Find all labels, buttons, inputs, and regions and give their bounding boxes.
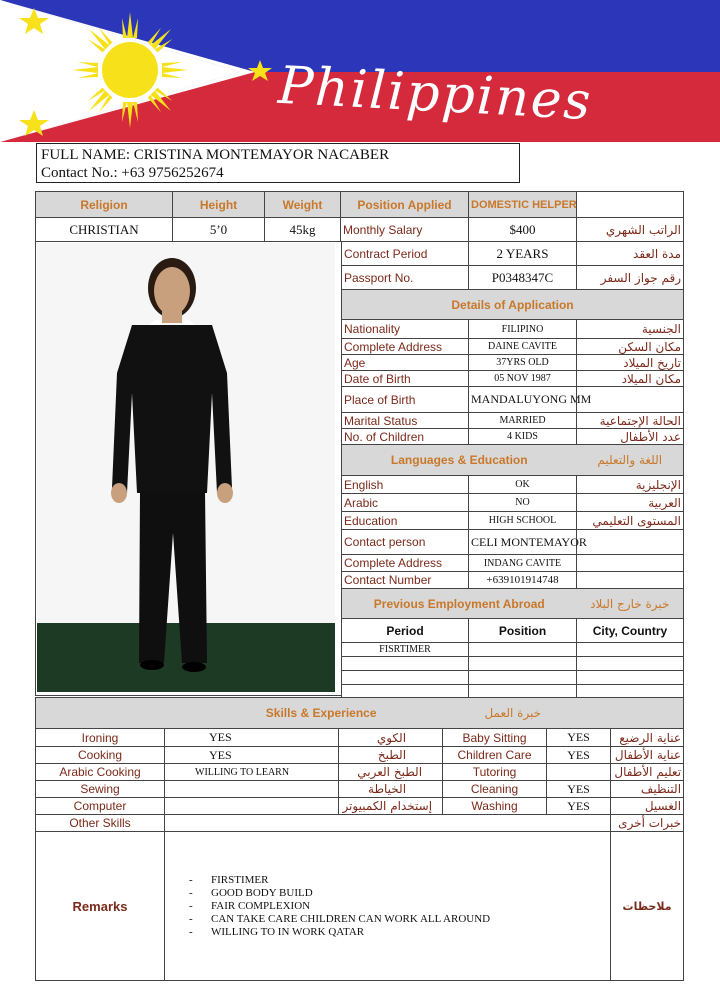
contact-person-ar <box>577 530 684 555</box>
address-label: Complete Address <box>342 339 469 355</box>
contract-period-label: Contract Period <box>342 242 469 266</box>
empty-row-cell <box>469 685 577 698</box>
passport-value: P0348347C <box>469 266 577 290</box>
children-ar: عدد الأطفال <box>577 429 684 445</box>
remark-item: - WILLING TO IN WORK QATAR <box>189 926 608 939</box>
banner-country-text: Philippines <box>276 55 594 133</box>
skill-sewing-value <box>165 781 339 798</box>
address-ar: مكان السكن <box>577 339 684 355</box>
height-value: 5’0 <box>173 218 265 242</box>
skill-washing-ar: الغسيل <box>611 798 684 815</box>
position-applied-header: Position Applied <box>341 192 469 218</box>
skill-arabic-cooking-ar: الطبخ العربي <box>339 764 443 781</box>
skill-ironing-value: YES <box>165 729 339 747</box>
employment-period: FISRTIMER <box>342 643 469 657</box>
dob-value: 05 NOV 1987 <box>469 371 577 387</box>
philippines-banner <box>0 0 720 142</box>
skill-washing-value: YES <box>547 798 611 815</box>
skill-childcare-label: Children Care <box>443 747 547 764</box>
remarks-label-ar: ملاحظات <box>611 832 684 981</box>
passport-ar: رقم جواز السفر <box>577 266 684 290</box>
skill-cooking-ar: الطبخ <box>339 747 443 764</box>
remark-item: - GOOD BODY BUILD <box>189 887 608 900</box>
skill-babysitting-ar: عناية الرضيع <box>611 729 684 747</box>
photo-frame <box>35 241 342 696</box>
marital-ar: الحالة الإجتماعية <box>577 413 684 429</box>
nationality-label: Nationality <box>342 320 469 339</box>
skill-childcare-ar: عناية الأطفال <box>611 747 684 764</box>
remarks-list <box>189 874 608 939</box>
skill-sewing-ar: الخياطة <box>339 781 443 798</box>
period-header: Period <box>342 619 469 643</box>
arabic-label: Arabic <box>342 494 469 512</box>
city-country-header: City, Country <box>577 619 684 643</box>
other-skills-label: Other Skills <box>36 815 165 832</box>
marital-value: MARRIED <box>469 413 577 429</box>
skills-section-title-ar: خبرة العمل <box>443 698 684 729</box>
contact-number-ar <box>577 572 684 589</box>
weight-value: 45kg <box>265 218 341 242</box>
skill-sewing-label: Sewing <box>36 781 165 798</box>
religion-header: Religion <box>36 192 173 218</box>
empty-row-cell <box>342 685 469 698</box>
employment-section-title: Previous Employment Abroad <box>342 589 577 619</box>
age-value: 37YRS OLD <box>469 355 577 371</box>
empty-row-cell <box>469 657 577 671</box>
skill-ironing-label: Ironing <box>36 729 165 747</box>
education-label: Education <box>342 512 469 530</box>
address-value: DAINE CAVITE <box>469 339 577 355</box>
full-name: FULL NAME: CRISTINA MONTEMAYOR NACABER <box>41 147 390 163</box>
remark-item: - CAN TAKE CARE CHILDREN CAN WORK ALL AROUND <box>189 913 608 926</box>
english-value: OK <box>469 476 577 494</box>
skill-cooking-label: Cooking <box>36 747 165 764</box>
empty-row-cell <box>577 671 684 685</box>
passport-label: Passport No. <box>342 266 469 290</box>
english-ar: الإنجليزية <box>577 476 684 494</box>
remark-item: - FIRSTIMER <box>189 874 608 887</box>
marital-label: Marital Status <box>342 413 469 429</box>
skill-computer-value <box>165 798 339 815</box>
employment-city <box>577 643 684 657</box>
nationality-ar: الجنسية <box>577 320 684 339</box>
empty-row-cell <box>577 657 684 671</box>
religion-value: CHRISTIAN <box>36 218 173 242</box>
remarks-content <box>165 832 611 981</box>
pob-ar <box>577 387 684 413</box>
children-value: 4 KIDS <box>469 429 577 445</box>
skill-arabic-cooking-value: WILLING TO LEARN <box>165 764 339 781</box>
pob-label: Place of Birth <box>342 387 469 413</box>
contact-person-value: CELI MONTEMAYOR <box>469 530 577 555</box>
name-box <box>36 143 520 183</box>
application-details-table <box>341 241 684 698</box>
position-header: Position <box>469 619 577 643</box>
ref-address-ar <box>577 555 684 572</box>
contact-number-value: +639101914748 <box>469 572 577 589</box>
english-label: English <box>342 476 469 494</box>
skill-arabic-cooking-label: Arabic Cooking <box>36 764 165 781</box>
skills-table <box>35 697 684 981</box>
ref-address-label: Complete Address <box>342 555 469 572</box>
skill-tutoring-label: Tutoring <box>443 764 547 781</box>
skill-computer-ar: إستخدام الكمبيوتر <box>339 798 443 815</box>
ref-address-value: INDANG CAVITE <box>469 555 577 572</box>
skill-babysitting-label: Baby Sitting <box>443 729 547 747</box>
contact-number-label: Contact Number <box>342 572 469 589</box>
skill-babysitting-value: YES <box>547 729 611 747</box>
education-ar: المستوى التعليمي <box>577 512 684 530</box>
skill-ironing-ar: الكوي <box>339 729 443 747</box>
employment-position <box>469 643 577 657</box>
age-ar: تاريخ الميلاد <box>577 355 684 371</box>
pob-value: MANDALUYONG MM <box>469 387 577 413</box>
children-label: No. of Children <box>342 429 469 445</box>
contact-person-label: Contact person <box>342 530 469 555</box>
arabic-ar: العربية <box>577 494 684 512</box>
skills-section-title: Skills & Experience <box>36 698 443 729</box>
contract-period-value: 2 YEARS <box>469 242 577 266</box>
position-applied-value: DOMESTIC HELPER <box>469 192 577 218</box>
skill-cleaning-label: Cleaning <box>443 781 547 798</box>
details-section-title: Details of Application <box>342 290 684 320</box>
contact-number: Contact No.: +63 9756252674 <box>41 165 224 181</box>
skill-childcare-value: YES <box>547 747 611 764</box>
skill-tutoring-ar: تعليم الأطفال <box>611 764 684 781</box>
height-header: Height <box>173 192 265 218</box>
weight-header: Weight <box>265 192 341 218</box>
education-value: HIGH SCHOOL <box>469 512 577 530</box>
nationality-value: FILIPINO <box>469 320 577 339</box>
monthly-salary-ar: الراتب الشهري <box>577 218 684 242</box>
dob-ar: مكان الميلاد <box>577 371 684 387</box>
empty-row-cell <box>469 671 577 685</box>
languages-section-title: Languages & Education <box>342 445 577 476</box>
blank-header-cell <box>577 192 684 218</box>
skill-cleaning-ar: التنظيف <box>611 781 684 798</box>
employment-section-title-ar: خبرة خارج البلاد <box>577 589 684 619</box>
arabic-value: NO <box>469 494 577 512</box>
skill-cleaning-value: YES <box>547 781 611 798</box>
empty-row-cell <box>342 657 469 671</box>
monthly-salary-label: Monthly Salary <box>341 218 469 242</box>
age-label: Age <box>342 355 469 371</box>
empty-row-cell <box>577 685 684 698</box>
monthly-salary-value: $400 <box>469 218 577 242</box>
skill-cooking-value: YES <box>165 747 339 764</box>
remarks-label: Remarks <box>36 832 165 981</box>
dob-label: Date of Birth <box>342 371 469 387</box>
skill-washing-label: Washing <box>443 798 547 815</box>
remark-item: - FAIR COMPLEXION <box>189 900 608 913</box>
skill-tutoring-value <box>547 764 611 781</box>
top-info-table <box>35 191 684 242</box>
contract-period-ar: مدة العقد <box>577 242 684 266</box>
sun-icon <box>72 12 188 128</box>
empty-row-cell <box>342 671 469 685</box>
other-skills-ar: خبرات أخرى <box>611 815 684 832</box>
languages-section-title-ar: اللغة والتعليم <box>577 445 684 476</box>
skill-computer-label: Computer <box>36 798 165 815</box>
other-skills-value <box>165 815 611 832</box>
